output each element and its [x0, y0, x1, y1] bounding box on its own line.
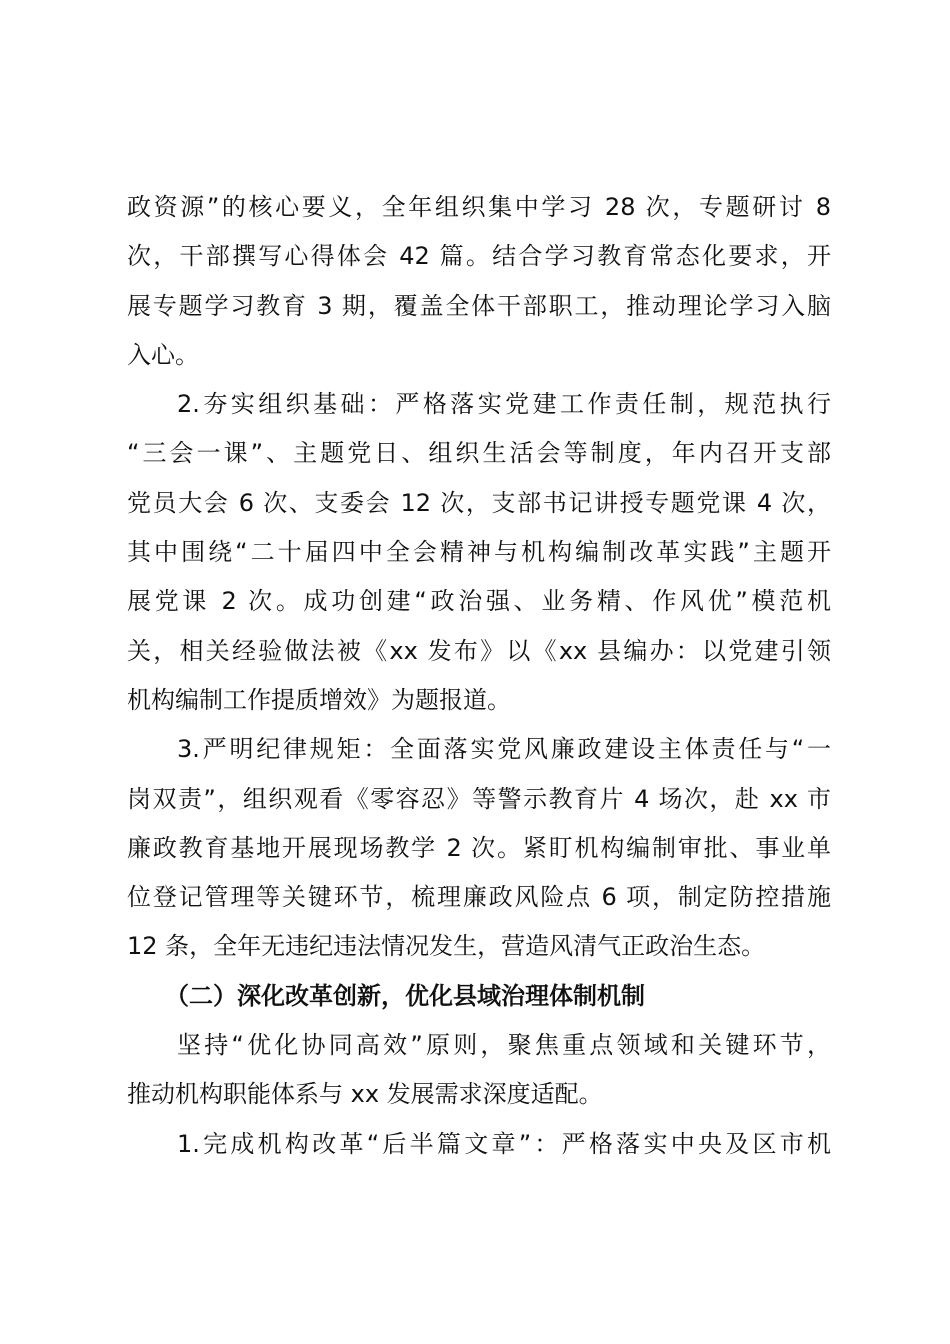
- text-line: 推动机构职能体系与 xx 发展需求深度适配。: [127, 1080, 603, 1109]
- text-line: 3.严明纪律规矩：全面落实党风廉政建设主体责任与“一: [177, 735, 831, 764]
- text-line: 政资源”的核心要义，全年组织集中学习 28 次，专题研讨 8: [127, 193, 831, 221]
- text-line: 1.完成机构改革“后半篇文章”：严格落实中央及区市机: [177, 1129, 831, 1158]
- paragraph-institutional-reform: [127, 1120, 831, 1169]
- text-line: 2.夯实组织基础：严格落实党建工作责任制，规范执行: [177, 390, 831, 419]
- text-line: 展专题学习教育 3 期，覆盖全体干部职工，推动理论学习入脑: [127, 291, 831, 320]
- text-line: 入心。: [127, 340, 199, 369]
- document-body: [127, 183, 831, 1169]
- paragraph-study-summary: [127, 183, 831, 380]
- text-line: 坚持“优化协同高效”原则，聚焦重点领域和关键环节，: [177, 1031, 831, 1060]
- text-line: 廉政教育基地开展现场教学 2 次。紧盯机构编制审批、事业单: [127, 833, 831, 862]
- text-line: 党员大会 6 次、支委会 12 次，支部书记讲授专题党课 4 次，: [127, 488, 831, 517]
- text-line: 其中围绕“二十届四中全会精神与机构编制改革实践”主题开: [127, 538, 831, 567]
- paragraph-reform-intro: [127, 1021, 831, 1120]
- paragraph-organization-foundation: [127, 380, 831, 725]
- text-line: 位登记管理等关键环节，梳理廉政风险点 6 项，制定防控措施: [127, 883, 831, 912]
- text-line: 展党课 2 次。成功创建“政治强、业务精、作风优”模范机: [127, 587, 831, 616]
- section-heading-reform-innovation: [127, 972, 831, 1021]
- text-line: 关，相关经验做法被《xx 发布》以《xx 县编办：以党建引领: [127, 636, 831, 665]
- text-line: 机构编制工作提质增效》为题报道。: [127, 685, 511, 714]
- text-line: 12 条，全年无违纪违法情况发生，营造风清气正政治生态。: [127, 932, 766, 961]
- paragraph-discipline-rules: [127, 725, 831, 971]
- section-heading: （二）深化改革创新，优化县域治理体制机制: [165, 981, 645, 1010]
- text-line: 次，干部撰写心得体会 42 篇。结合学习教育常态化要求，开: [127, 242, 831, 271]
- text-line: “三会一课”、主题党日、组织生活会等制度，年内召开支部: [127, 439, 831, 468]
- text-line: 岗双责”，组织观看《零容忍》等警示教育片 4 场次，赴 xx 市: [127, 784, 831, 813]
